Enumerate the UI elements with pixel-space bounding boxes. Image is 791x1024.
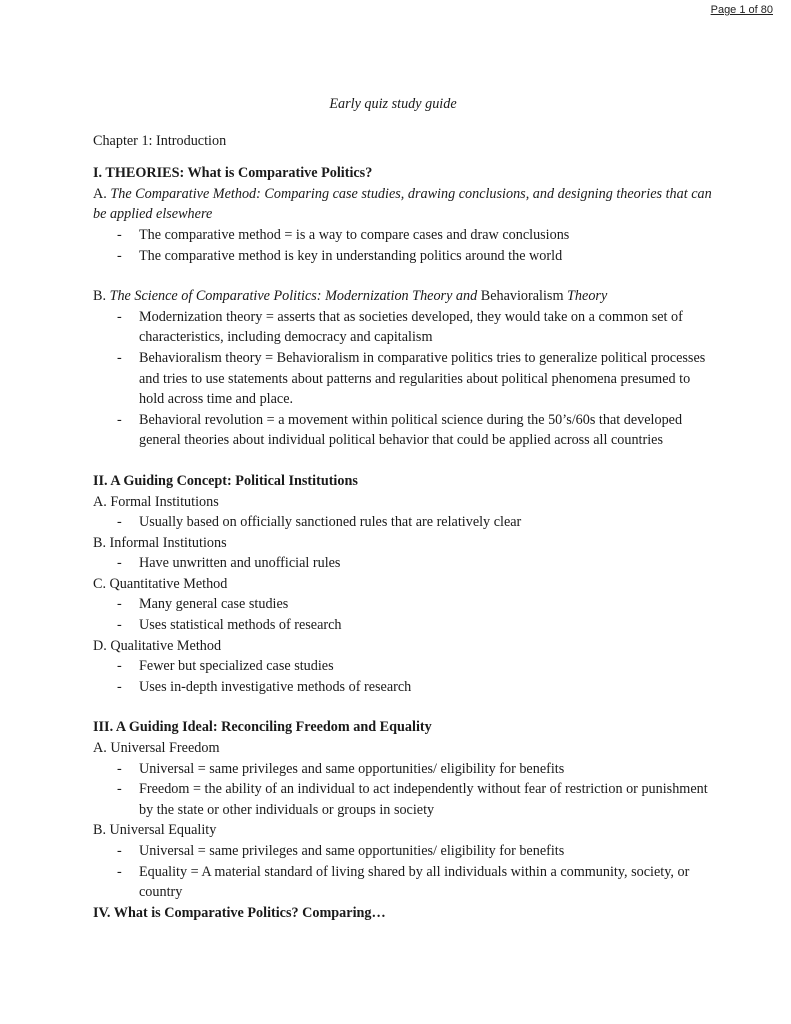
subsection-3b: B. Universal Equality [93,822,217,839]
bullet-list-1b [93,307,713,451]
subsection-2a: A. Formal Institutions [93,493,219,510]
list-item: - Usually based on officially sanctioned rules that are relatively clear [117,514,522,531]
list-item: - Many general case studies [117,596,289,613]
list-item: - Uses in-depth investigative methods of research [117,678,412,695]
list-item: - Modernization theory = asserts that as societies developed, they would take on a common set of characteristics, including democracy and capitalism [117,308,683,346]
list-item: - The comparative method is key in understanding politics around the world [117,247,563,264]
section-heading-2: II. A Guiding Concept: Political Institutions [93,472,358,489]
subsection-2d: D. Qualitative Method [93,637,222,654]
subsection-prefix: A. [93,185,111,202]
list-item: - Have unwritten and unofficial rules [117,555,341,572]
bullet-list-2c [93,594,713,635]
list-item: - Behavioralism theory = Behavioralism in comparative politics tries to generalize political processes and tries to use statements about patterns and regularities about political phenomena presumed to hold across time and place. [117,349,706,408]
list-item: - Universal = same privileges and same opportunities/ eligibility for benefits [117,843,565,859]
document-body [93,94,713,923]
list-item: - Freedom = the ability of an individual to act independently without fear of restriction or punishment by the state or other individuals or groups in society [117,781,708,818]
bullet-list-2b [93,553,713,574]
list-item: - Equality = A material standard of living shared by all individuals within a community, society, or country [117,863,690,901]
section-heading-4: IV. What is Comparative Politics? Comparing… [93,904,386,921]
subsection-1a [93,184,713,225]
bullet-list-3a [93,759,713,821]
list-item: - Universal = same privileges and same opportunities/ eligibility for benefits [117,760,565,777]
subsection-3a: A. Universal Freedom [93,740,220,757]
list-item: - The comparative method = is a way to compare cases and draw conclusions [117,226,570,243]
list-item: - Uses statistical methods of research [117,617,342,634]
subsection-title: The Comparative Method: Comparing case studies, drawing conclusions, and designing theories that can be applied elsewhere [93,185,712,223]
subsection-title-plain: Behavioralism [477,288,568,305]
section-heading-1: I. THEORIES: What is Comparative Politics? [93,165,373,182]
subsection-title: The Science of Comparative Politics: Modernization Theory and [109,288,478,305]
page-number: Page 1 of 80 [710,4,773,16]
bullet-list-3b [93,841,713,903]
list-item: - Fewer but specialized case studies [117,658,334,675]
subsection-prefix: B. [93,288,110,305]
subsection-1b [93,286,713,307]
chapter-label: Chapter 1: Introduction [93,132,227,149]
document-title: Early quiz study guide [329,96,457,112]
subsection-title-end: Theory [567,288,608,305]
list-item: - Behavioral revolution = a movement within political science during the 50’s/60s that developed general theories about individual political behavior that could be applied across all countries [117,411,683,449]
subsection-2b: B. Informal Institutions [93,534,227,551]
bullet-list-1a [93,225,713,266]
section-heading-3: III. A Guiding Ideal: Reconciling Freedom and Equality [93,719,432,736]
bullet-list-2a [93,512,713,533]
bullet-list-2d [93,656,713,697]
subsection-2c: C. Quantitative Method [93,575,228,592]
